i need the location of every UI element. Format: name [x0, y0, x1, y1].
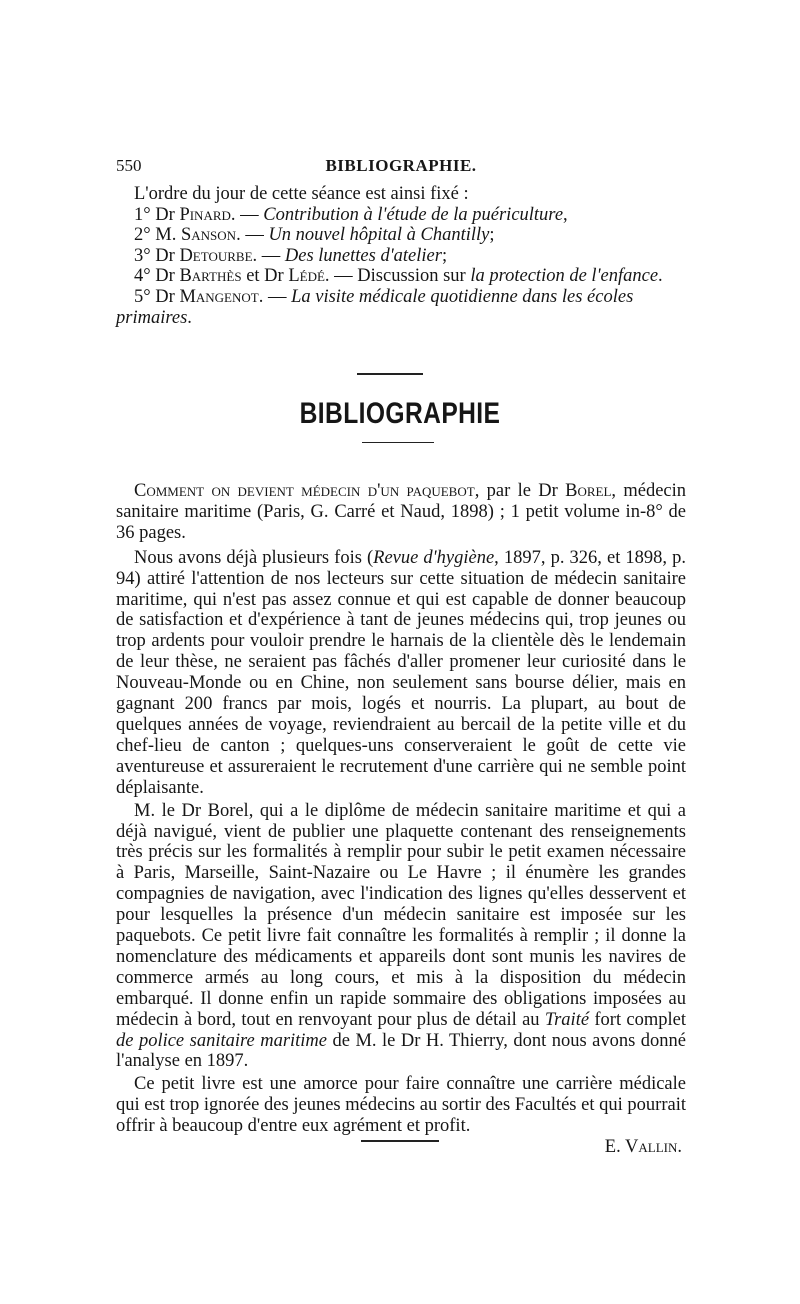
agenda-item: 3° Dr Detourbe. — Des lunettes d'atelier; — [134, 245, 448, 266]
book-review — [116, 481, 686, 1158]
journal-title: Revue d'hygiène — [373, 547, 495, 568]
review-paragraph: Ce petit livre est une amorce pour faire connaître une carrière médicale qui est trop ignorée des jeunes médecins au sortir des Facultés et qui pourrait offrir à beaucoup d'entre eux agrément et profit. — [116, 1074, 686, 1137]
agenda-author: Detourbe — [179, 245, 253, 266]
section-divider — [357, 373, 423, 375]
agenda-author: Barthès — [179, 266, 242, 287]
signature: E. Vallin. — [604, 1137, 682, 1158]
end-divider — [361, 1140, 439, 1142]
running-head — [116, 156, 686, 180]
agenda-author: Sanson — [180, 225, 237, 246]
agenda-item: 5° Dr Mangenot. — La visite médicale quotidienne dans les écoles primaires. — [116, 286, 634, 328]
agenda-item: 2° M. Sanson. — Un nouvel hôpital à Chantilly; — [134, 225, 495, 246]
book-title: Comment on devient médecin d'un paquebot — [134, 481, 475, 501]
agenda-subject: Un nouvel hôpital à Chantilly — [268, 225, 490, 246]
book-author: Borel — [565, 481, 612, 501]
book-reference: Comment on devient médecin d'un paquebot, par le Dr Borel, médecin sanitaire maritime (Paris, G. Carré et Naud, 1898) ; 1 petit volume in-8° de 36 pages. — [116, 481, 687, 543]
agenda-intro: L'ordre du jour de cette séance est ainsi fixé : — [134, 184, 469, 204]
agenda-item: 1° Dr Pinard. — Contribution à l'étude de la puériculture, — [134, 204, 568, 225]
agenda-subject: Des lunettes d'atelier — [284, 245, 442, 266]
meeting-agenda — [116, 184, 686, 328]
running-title: BIBLIOGRAPHIE. — [325, 156, 477, 175]
agenda-subject: La visite médicale quotidienne dans les écoles primaires — [116, 286, 634, 328]
title-underline — [362, 442, 434, 443]
agenda-author: Mangenot — [179, 286, 259, 307]
agenda-subject: Contribution à l'étude de la puériculture — [263, 204, 564, 225]
review-paragraph: Nous avons déjà plusieurs fois (Revue d'hygiène, 1897, p. 326, et 1898, p. 94) attiré l'attention de nos lecteurs sur cette situation de médecin sanitaire maritime, qui n'est pas assez connue et qui est capable de donner beaucoup de satisfaction et d'expérience à tant de jeunes médecins qui, trop jeunes ou trop ardents pour vouloir prendre le harnais de la clientèle dès le lendemain de leur thèse, ne seraient pas fâchés d'aller promener leur curiosité dans le Nouveau-Monde ou en Chine, non seulement sans bourse délier, mais en gagnant 200 francs par mois, logés et nourris. La plupart, au bout de quelques années de voyage, reviendraient au bercail de la petite ville et du chef-lieu de canton ; quelques-uns conserveraient le goût de cette vie aventureuse et assureraient le recrutement d'une carrière qui ne semble point déplaisante. — [116, 547, 686, 798]
agenda-subject: la protection de l'enfance — [470, 266, 659, 287]
review-paragraph: M. le Dr Borel, qui a le diplôme de médecin sanitaire maritime et qui a déjà navigué, vient de publier une plaquette contenant des renseignements très précis sur les formalités à remplir pour subir le petit examen nécessaire à Paris, Marseille, Saint-Nazaire ou Le Havre ; il énumère les grandes compagnies de navigation, avec l'indication des lignes qu'elles desservent et pour lesquelles la présence d'un médecin sanitaire est imposée sur les paquebots. Ce petit livre fait connaître les formalités à remplir ; il donne la nomenclature des médicaments et appareils dont sont munis les navires de commerce armés au long cours, et mis à la disposition du médecin embarqué. Il donne enfin un rapide sommaire des obligations imposées au médecin à bord, tout en renvoyant pour plus de détail au Traité fort complet de police sanitaire maritime de M. le Dr H. Thierry, dont nous avons donné l'analyse en 1897. — [116, 800, 687, 1072]
agenda-item: 4° Dr Barthès et Dr Lédé. — Discussion sur la protection de l'enfance. — [134, 266, 663, 287]
agenda-author: Lédé — [288, 266, 325, 287]
section-title: BIBLIOGRAPHIE — [299, 397, 501, 430]
agenda-author: Pinard — [179, 204, 231, 225]
page-number: 550 — [116, 156, 142, 175]
